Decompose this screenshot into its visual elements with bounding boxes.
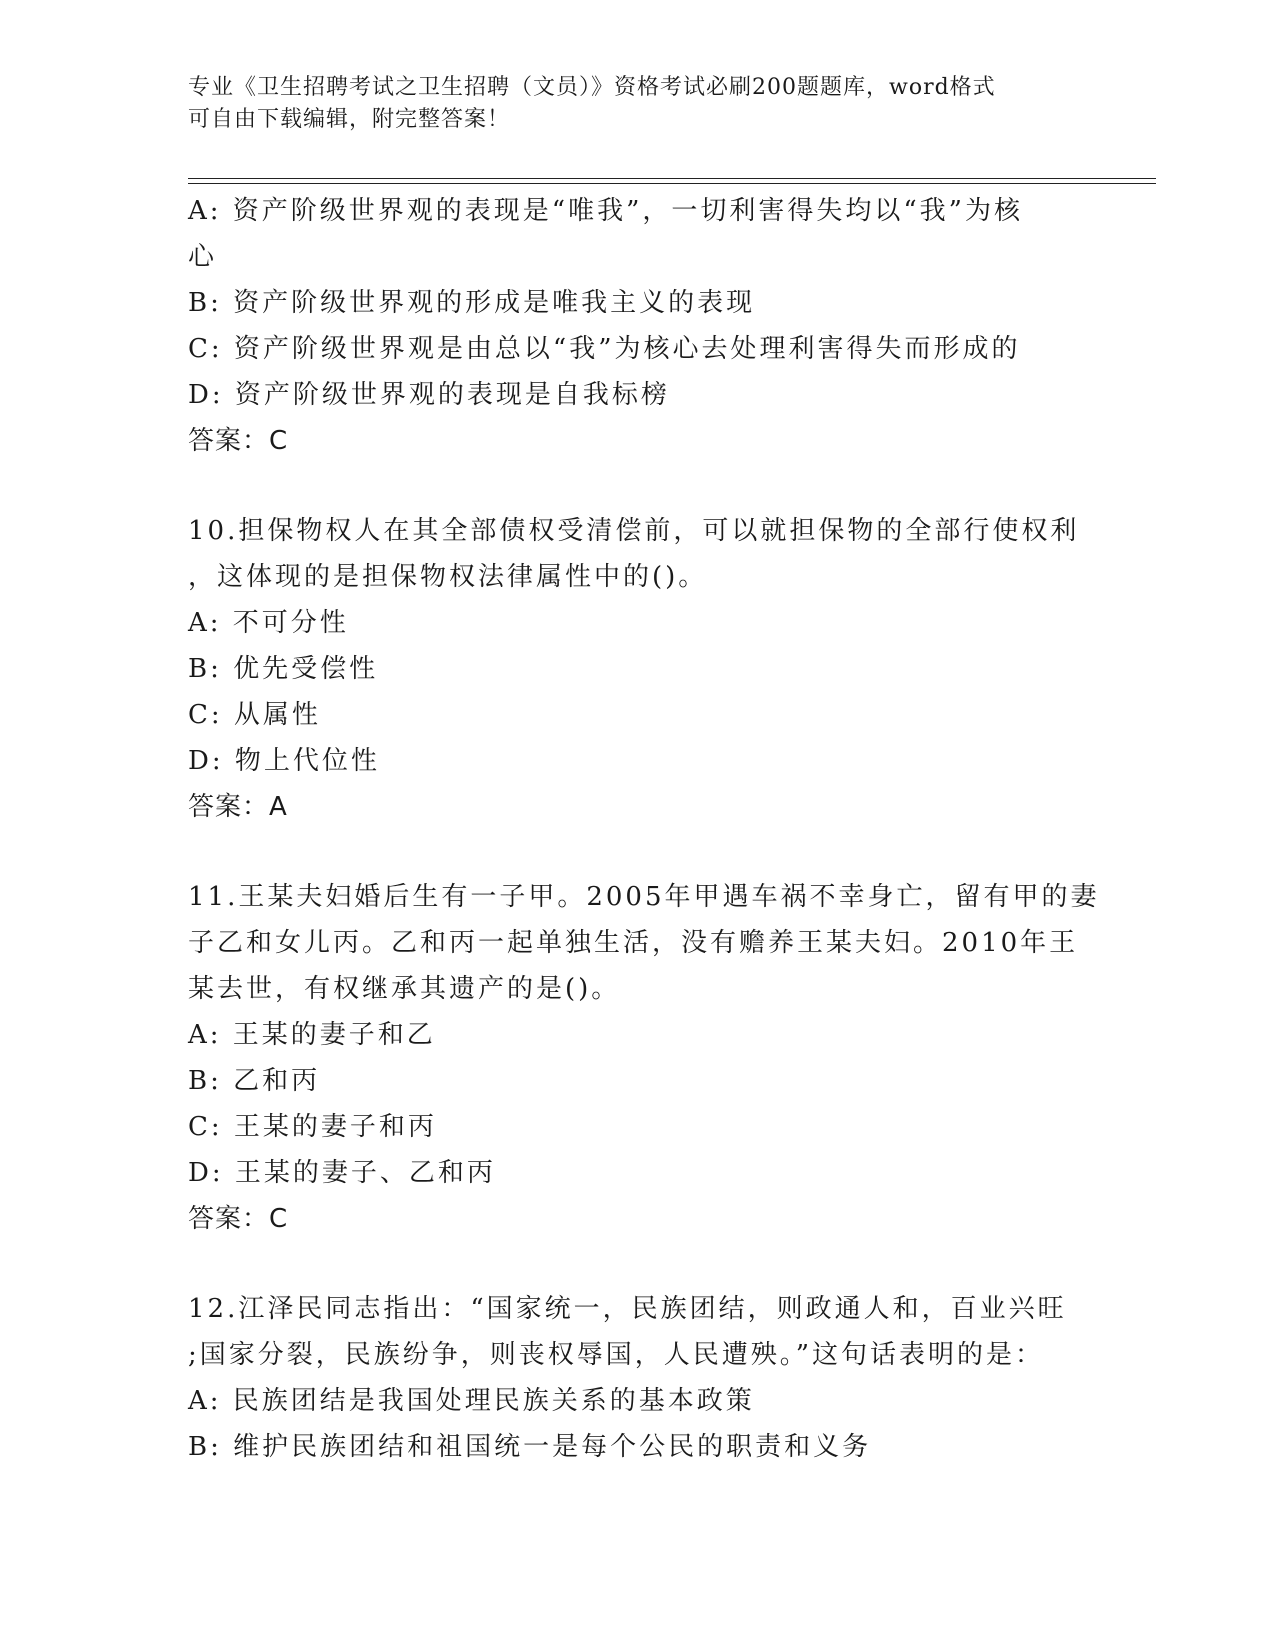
question-stem-line: 10.担保物权人在其全部债权受清偿前，可以就担保物的全部行使权利 (188, 516, 1080, 546)
option-c: C: 资产阶级世界观是由总以“我”为核心去处理利害得失而形成的 (188, 334, 1021, 364)
question-9-continued (188, 188, 1088, 464)
header-divider-top (188, 178, 1156, 179)
header-title-line-1: 专业《卫生招聘考试之卫生招聘（文员）》资格考试必刷200题题库，word格式 (188, 75, 996, 100)
spacer (188, 1242, 1088, 1286)
option-a: A: 民族团结是我国处理民族关系的基本政策 (188, 1386, 755, 1416)
option-b: B: 资产阶级世界观的形成是唯我主义的表现 (188, 288, 756, 318)
question-stem-line: 子乙和女儿丙。乙和丙一起单独生活，没有赡养王某夫妇。2010年王 (188, 928, 1079, 958)
question-11 (188, 874, 1100, 1242)
document-header (188, 72, 1088, 136)
question-stem-line: ;国家分裂，民族纷争，则丧权辱国，人民遭殃。”这句话表明的是： (188, 1340, 1045, 1370)
option-a-continued: 心 (188, 242, 218, 272)
header-title-line-2: 可自由下载编辑，附完整答案！ (188, 107, 511, 132)
option-c: C: 从属性 (188, 700, 321, 730)
spacer (188, 464, 1088, 508)
answer-line: 答案：C (188, 1204, 289, 1234)
header-divider-bottom (188, 183, 1156, 184)
question-stem-line: 12.江泽民同志指出：“国家统一，民族团结，则政通人和，百业兴旺 (188, 1294, 1067, 1324)
question-10 (188, 508, 1088, 830)
question-stem-line: 11.王某夫妇婚后生有一子甲。2005年甲遇车祸不幸身亡，留有甲的妻 (188, 882, 1100, 912)
answer-line: 答案：C (188, 426, 289, 456)
question-stem-line: ，这体现的是担保物权法律属性中的()。 (188, 562, 708, 592)
option-b: B: 乙和丙 (188, 1066, 321, 1096)
answer-line: 答案：A (188, 792, 288, 822)
option-b: B: 维护民族团结和祖国统一是每个公民的职责和义务 (188, 1432, 872, 1462)
option-b: B: 优先受偿性 (188, 654, 379, 684)
option-a: A: 不可分性 (188, 608, 349, 638)
option-c: C: 王某的妻子和丙 (188, 1112, 437, 1142)
document-content (188, 188, 1100, 1470)
option-d: D: 王某的妻子、乙和丙 (188, 1158, 496, 1188)
question-12 (188, 1286, 1088, 1470)
option-d: D: 资产阶级世界观的表现是自我标榜 (188, 380, 670, 410)
option-a: A: 资产阶级世界观的表现是“唯我”，一切利害得失均以“我”为核 (188, 196, 1023, 226)
question-stem-line: 某去世，有权继承其遗产的是()。 (188, 974, 621, 1004)
spacer (188, 830, 1088, 874)
option-d: D: 物上代位性 (188, 746, 380, 776)
option-a: A: 王某的妻子和乙 (188, 1020, 436, 1050)
